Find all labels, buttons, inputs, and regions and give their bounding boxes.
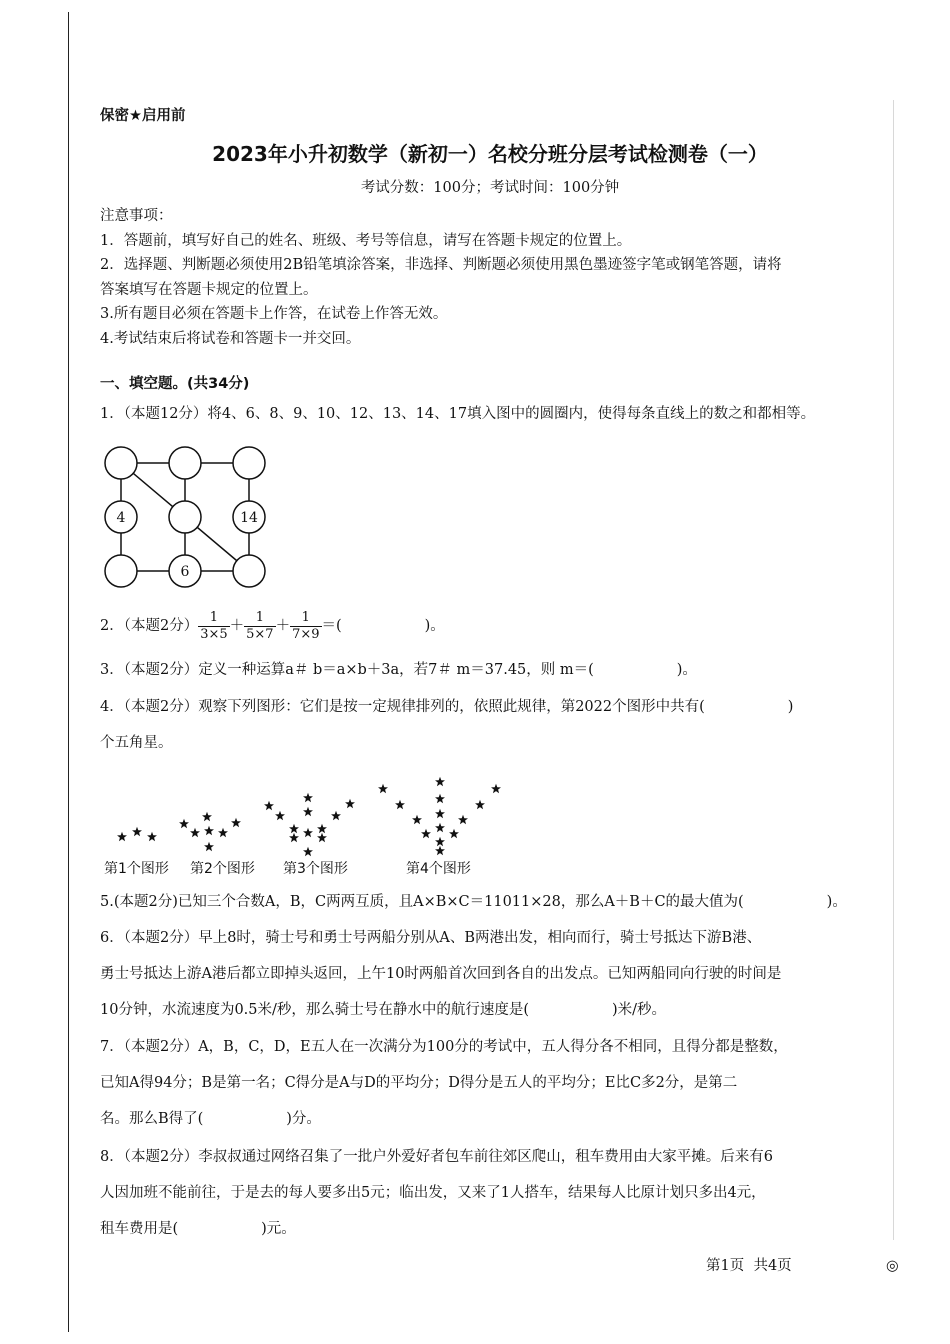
note-item: 1．答题前，填写好自己的姓名、班级、考号等信息，请写在答题卡规定的位置上。 xyxy=(100,232,632,249)
question-2 xyxy=(100,604,445,648)
star-icon xyxy=(345,799,355,808)
plus-sign: ＋ xyxy=(275,618,291,634)
note-item: 答案填写在答题卡规定的位置上。 xyxy=(100,281,318,298)
star-icon xyxy=(132,827,142,836)
question-3-text: 3．（本题2分）定义一种运算a＃ b＝a×b＋3a，若7＃ m＝37.45，则 m＝( )。 xyxy=(100,662,697,678)
star-icon xyxy=(317,824,327,833)
question-8 xyxy=(100,1139,773,1247)
notes-block xyxy=(100,204,782,351)
star-icon xyxy=(317,833,327,842)
star-icon xyxy=(289,824,299,833)
plus-sign: ＋ xyxy=(229,618,245,634)
star-icon xyxy=(204,826,214,835)
star-icon xyxy=(303,793,313,802)
star-icon xyxy=(204,842,214,851)
question-6-line: 10分钟，水流速度为0.5米/秒，那么骑士号在静水中的航行速度是( )米/秒。 xyxy=(100,1002,667,1018)
star-icon xyxy=(435,794,445,803)
figure-label: 第1个图形 xyxy=(104,861,169,877)
diagram-circle xyxy=(233,555,265,587)
star-icon xyxy=(218,828,228,837)
star-icon xyxy=(331,811,341,820)
star-pattern-figures xyxy=(100,772,520,882)
circle-label: 4 xyxy=(116,510,126,526)
question-5-text: 5.(本题2分)已知三个合数A，B，C两两互质，且A×B×C＝11011×28，那么A＋B＋C的最大值为( )。 xyxy=(100,894,847,910)
diagram-circle xyxy=(169,447,201,479)
star-icon xyxy=(475,800,485,809)
figure-label: 第3个图形 xyxy=(283,861,348,877)
fraction: $\frac{1}{5\times 7}$ xyxy=(246,609,274,642)
star-icon xyxy=(395,800,405,809)
star-icon xyxy=(435,846,445,855)
star-icon xyxy=(303,847,313,856)
star-icon xyxy=(190,828,200,837)
question-7-line: 已知A得94分；B是第一名；C得分是A与D的平均分；D得分是五人的平均分；E比C多2分，是第二 xyxy=(100,1075,738,1091)
star-icon xyxy=(117,832,127,841)
star-icon xyxy=(458,815,468,824)
question-7 xyxy=(100,1029,788,1137)
question-7-line: 7．（本题2分）A，B，C，D，E五人在一次满分为100分的考试中，五人得分各不相同，且得分都是整数， xyxy=(100,1039,788,1055)
star-icon xyxy=(231,818,241,827)
question-2-suffix: ＝( )。 xyxy=(321,618,445,634)
fraction: $\frac{1}{3\times 5}$ xyxy=(200,609,228,642)
question-6 xyxy=(100,920,781,1028)
question-1-text: 1．（本题12分）将4、6、8、9、10、12、13、14、17填入图中的圆圈内，使得每条直线上的数之和都相等。 xyxy=(100,406,816,422)
star-icon xyxy=(412,815,422,824)
question-8-line: 租车费用是( )元。 xyxy=(100,1221,296,1237)
note-item: 3.所有题目必须在答题卡上作答，在试卷上作答无效。 xyxy=(100,306,448,322)
figure-label: 第4个图形 xyxy=(406,861,471,877)
note-item: 4.考试结束后将试卷和答题卡一并交回。 xyxy=(100,330,361,347)
star-icon xyxy=(147,832,157,841)
page-number: 第1页 共4页 xyxy=(706,1258,792,1274)
question-6-line: 勇士号抵达上游A港后都立即掉头返回，上午10时两船首次回到各自的出发点。已知两船同向行驶的时间是 xyxy=(100,966,782,982)
question-2-prefix: 2．（本题2分） xyxy=(100,618,199,634)
star-icon xyxy=(179,819,189,828)
left-binding-line xyxy=(68,12,69,1332)
star-icon xyxy=(264,801,274,810)
star-icon xyxy=(435,777,445,786)
star-icon xyxy=(449,829,459,838)
exam-info: 考试分数：100分；考试时间：100分钟 xyxy=(360,180,620,196)
notes-heading: 注意事项： xyxy=(100,208,173,224)
diagram-circle xyxy=(105,447,137,479)
note-item: 2．选择题、判断题必须使用2B铅笔填涂答案，非选择、判断题必须使用黑色墨迹签字笔或钢笔答题，请将 xyxy=(100,257,782,273)
diagram-circle xyxy=(105,555,137,587)
question-6-line: 6．（本题2分）早上8时，骑士号和勇士号两船分别从A、B两港出发，相向而行，骑士号抵达下游B港、 xyxy=(100,930,762,946)
star-icon xyxy=(435,809,445,818)
circle-grid-diagram xyxy=(98,440,274,596)
star-icon xyxy=(303,807,313,816)
question-7-line: 名。那么B得了( )分。 xyxy=(100,1111,321,1127)
star-icon xyxy=(435,837,445,846)
star-icon xyxy=(435,823,445,832)
question-4-line: 个五角星。 xyxy=(100,735,173,751)
star-icon xyxy=(491,784,501,793)
star-icon xyxy=(289,833,299,842)
star-icon xyxy=(378,784,388,793)
question-8-line: 8．（本题2分）李叔叔通过网络召集了一批户外爱好者包车前往郊区爬山，租车费用由大家平摊。后来有6 xyxy=(100,1149,773,1165)
star-icon xyxy=(421,829,431,838)
right-margin-line xyxy=(893,100,894,1240)
circle-label: 14 xyxy=(240,510,258,526)
figure-label: 第2个图形 xyxy=(190,861,255,877)
star-icon xyxy=(202,812,212,821)
footer-mark-icon: ◎ xyxy=(886,1258,899,1274)
confidential-label: 保密★启用前 xyxy=(100,108,186,124)
question-8-line: 人因加班不能前往，于是去的每人要多出5元；临出发，又来了1人搭车，结果每人比原计划只多出4元， xyxy=(100,1185,766,1201)
diagram-circle xyxy=(169,501,201,533)
star-icon xyxy=(303,828,313,837)
circle-label: 6 xyxy=(180,564,190,580)
question-4-line: 4．（本题2分）观察下列图形：它们是按一定规律排列的，依照此规律，第2022个图形中共有( ) xyxy=(100,699,794,715)
fraction: $\frac{1}{7\times 9}$ xyxy=(292,609,320,642)
section-heading: 一、填空题。(共34分) xyxy=(100,376,250,392)
star-icon xyxy=(275,811,285,820)
diagram-circle xyxy=(233,447,265,479)
page-title: 2023年小升初数学（新初一）名校分班分层考试检测卷（一） xyxy=(212,142,768,166)
